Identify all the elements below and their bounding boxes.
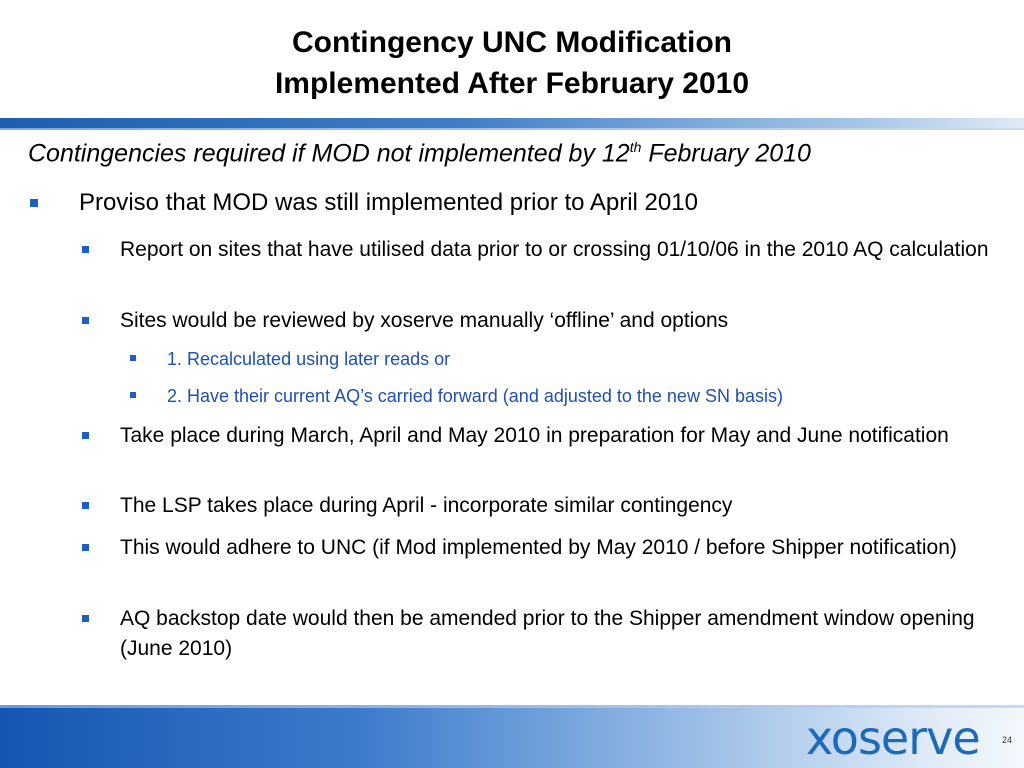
bullet-item bbox=[167, 383, 987, 409]
bullet-item bbox=[120, 491, 1000, 521]
slide-title bbox=[0, 22, 1024, 104]
subtitle-superscript: th bbox=[629, 139, 642, 155]
bullet-item bbox=[167, 346, 987, 372]
bullet-text: AQ backstop date would then be amended prior to the Shipper amendment window opening (June 2010) bbox=[120, 607, 975, 660]
bullet-text: The LSP takes place during April - incorporate similar contingency bbox=[120, 494, 733, 517]
square-bullet-icon bbox=[130, 355, 136, 361]
page-number: 24 bbox=[1002, 735, 1013, 745]
title-divider bbox=[0, 118, 1024, 128]
logo-text: xoserve bbox=[806, 711, 980, 765]
square-bullet-icon bbox=[82, 317, 89, 324]
xoserve-logo bbox=[806, 710, 980, 766]
square-bullet-icon bbox=[82, 502, 89, 509]
bullet-text: This would adhere to UNC (if Mod implemented by May 2010 / before Shipper notification) bbox=[120, 536, 957, 559]
square-bullet-icon bbox=[82, 544, 89, 551]
bullet-item bbox=[120, 533, 1000, 563]
bullet-item bbox=[120, 235, 1000, 265]
bullet-item bbox=[120, 421, 1000, 451]
square-bullet-icon bbox=[82, 246, 89, 253]
subtitle-text: Contingencies required if MOD not implemented by 12 bbox=[28, 139, 630, 168]
square-bullet-icon bbox=[82, 615, 89, 622]
bullet-item bbox=[120, 604, 1000, 664]
bullet-text: 1. Recalculated using later reads or bbox=[167, 349, 451, 369]
square-bullet-icon bbox=[130, 392, 136, 398]
bullet-text: Take place during March, April and May 2010 in preparation for May and June notification bbox=[120, 424, 949, 447]
bullet-text: Sites would be reviewed by xoserve manually ‘offline’ and options bbox=[120, 309, 729, 332]
bullet-item bbox=[79, 188, 979, 218]
bullet-item bbox=[120, 306, 1000, 336]
bullet-text: Proviso that MOD was still implemented prior to April 2010 bbox=[79, 189, 698, 216]
title-line-2: Implemented After February 2010 bbox=[274, 67, 750, 100]
slide-subtitle bbox=[28, 139, 811, 168]
bullet-text: Report on sites that have utilised data prior to or crossing 01/10/06 in the 2010 AQ calculation bbox=[120, 238, 989, 261]
square-bullet-icon bbox=[30, 199, 38, 207]
square-bullet-icon bbox=[82, 432, 89, 439]
subtitle-text-end: February 2010 bbox=[641, 139, 811, 168]
bullet-text: 2. Have their current AQ’s carried forward (and adjusted to the new SN basis) bbox=[167, 386, 783, 406]
title-line-1: Contingency UNC Modification bbox=[292, 26, 732, 59]
